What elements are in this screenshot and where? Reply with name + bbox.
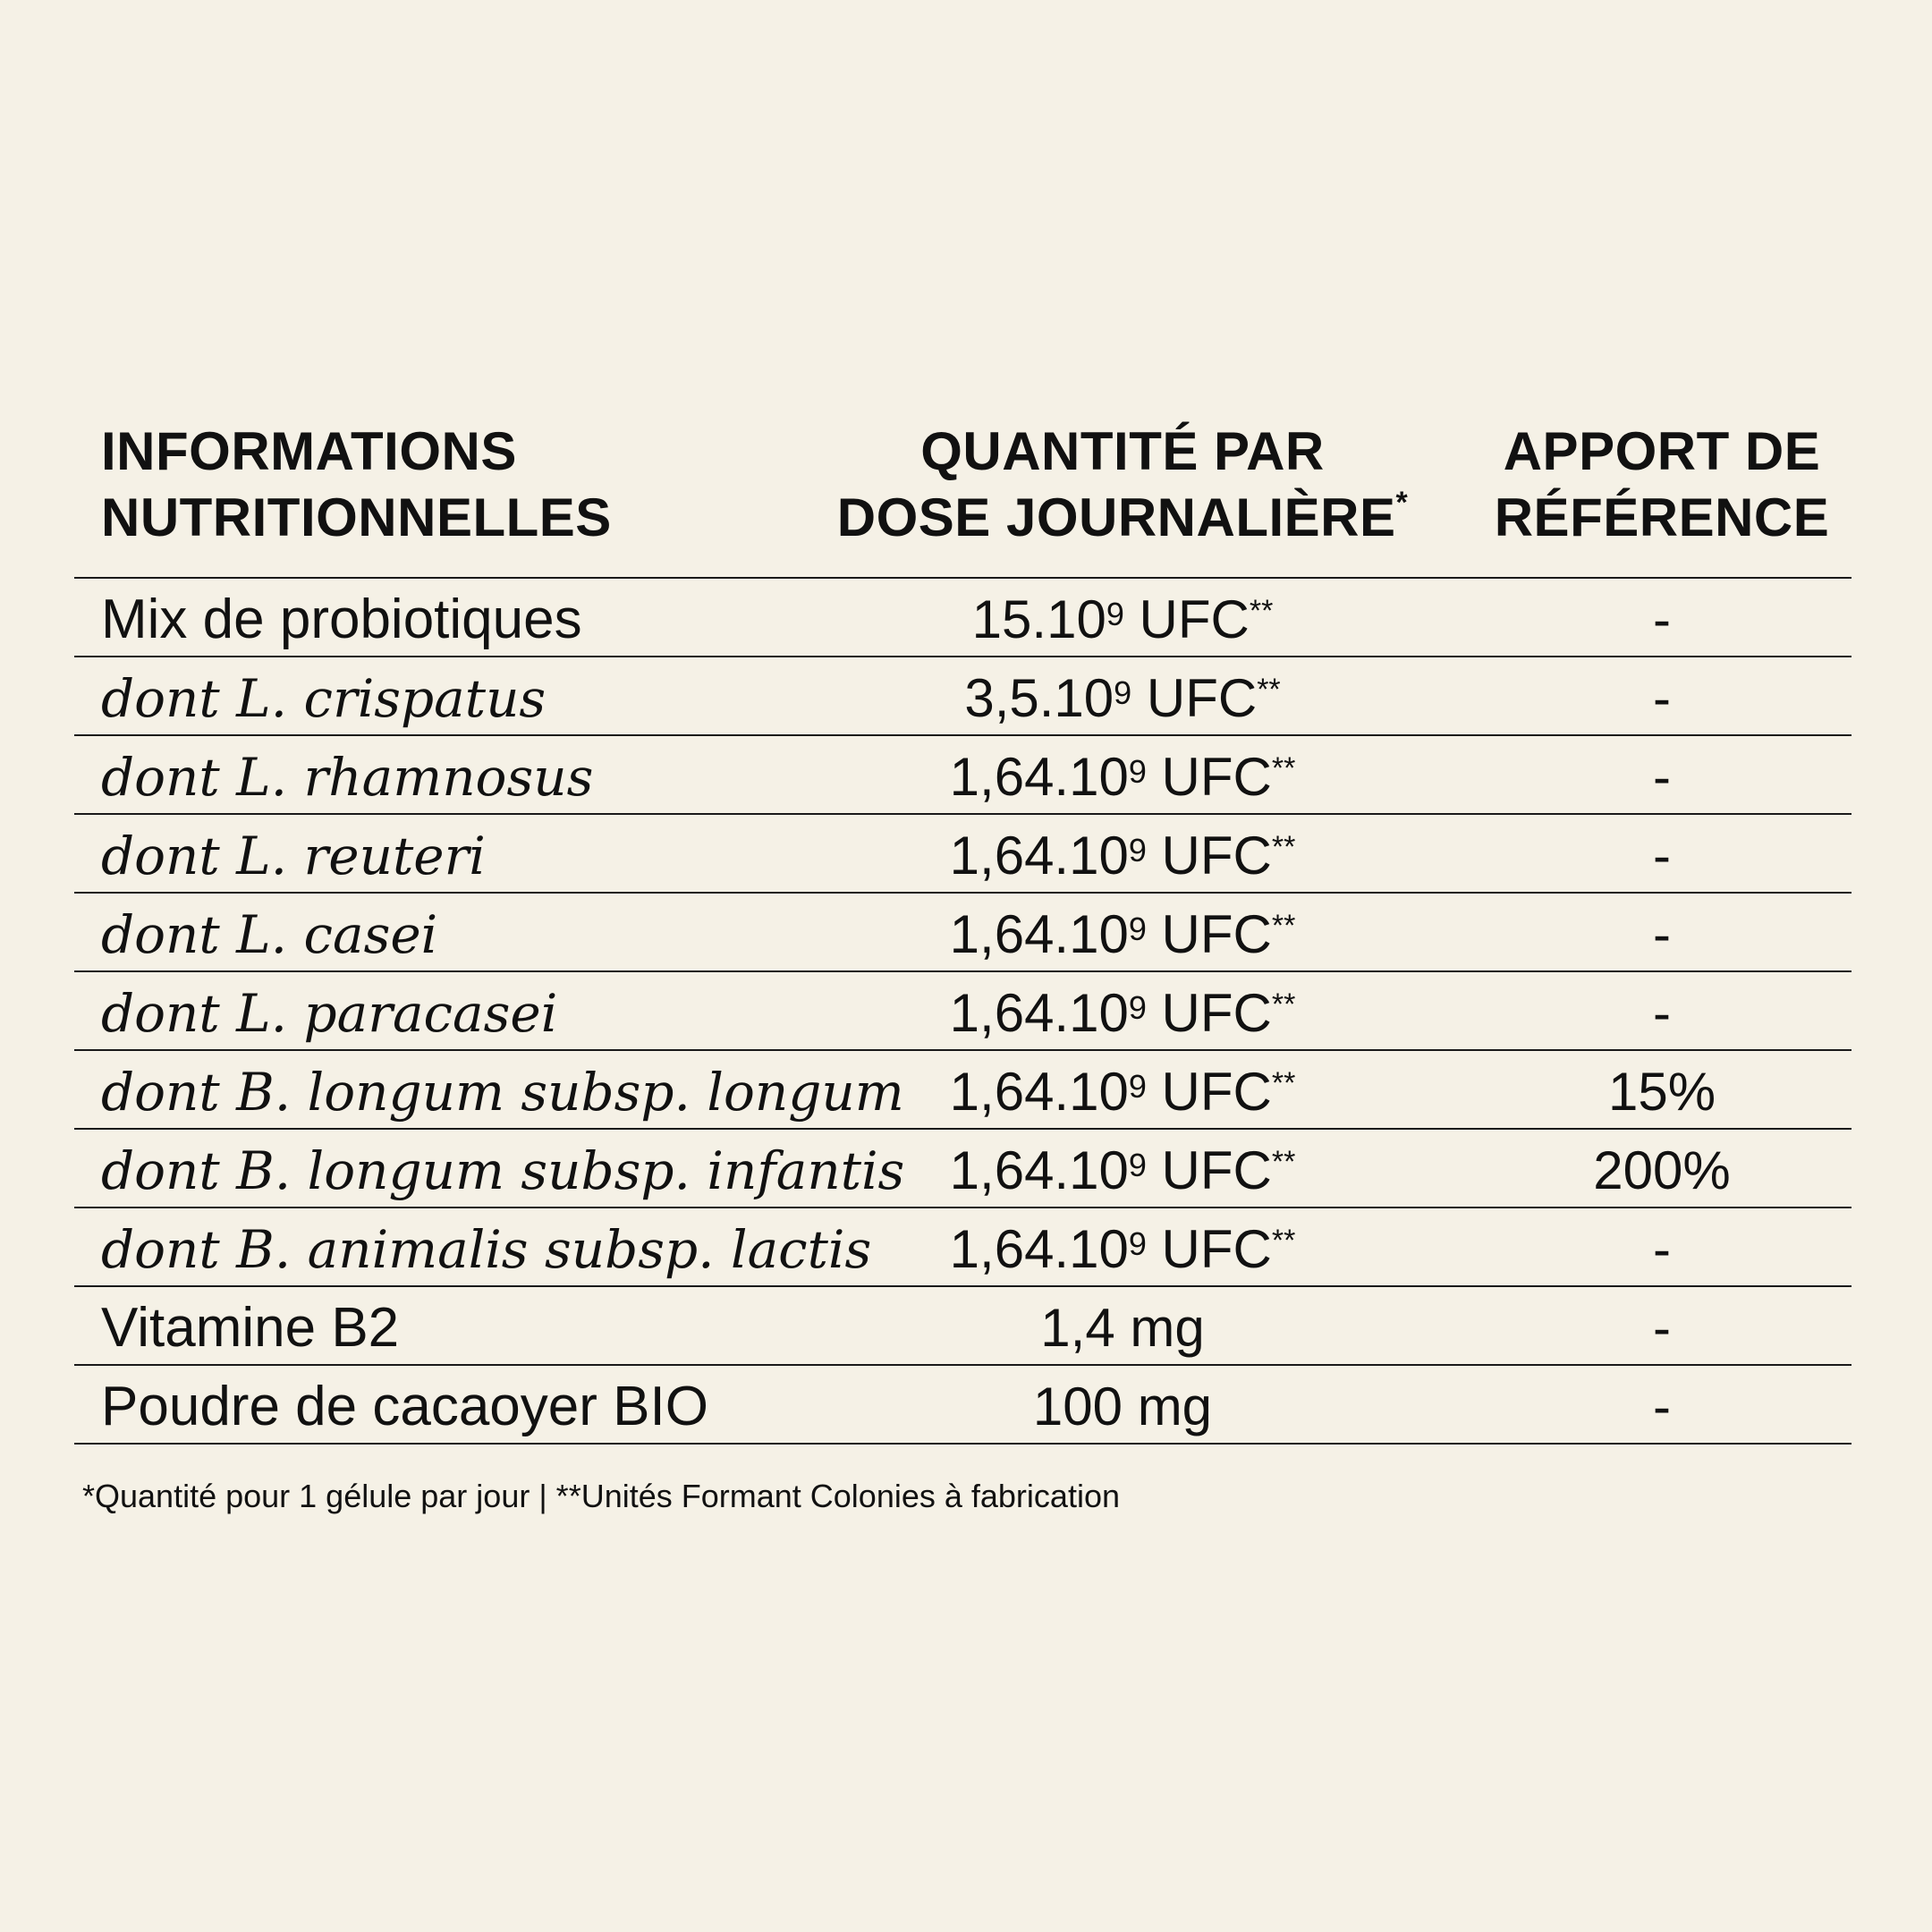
quantity-unit: UFC	[1146, 983, 1272, 1043]
row-name: dont L. casei	[101, 904, 438, 965]
quantity-unit: UFC	[1146, 1062, 1272, 1122]
row-reference: -	[1653, 747, 1671, 807]
quantity-unit: UFC	[1131, 668, 1258, 728]
quantity-footnote-mark: **	[1271, 1224, 1296, 1258]
quantity-exponent: 9	[1128, 1068, 1147, 1105]
table-header	[74, 411, 1852, 579]
quantity-unit: UFC	[1146, 826, 1272, 886]
quantity-base: 100 mg	[1032, 1377, 1213, 1436]
quantity-unit: UFC	[1146, 904, 1272, 964]
quantity-unit: UFC	[1146, 1219, 1272, 1279]
row-name: Poudre de cacaoyer BIO	[101, 1376, 708, 1437]
row-quantity	[783, 657, 1462, 734]
row-name: dont L. reuteri	[101, 826, 486, 886]
row-quantity	[783, 1287, 1462, 1364]
row-reference: -	[1653, 1298, 1671, 1358]
row-quantity	[783, 736, 1462, 813]
header-col2-asterisk: *	[1395, 486, 1409, 520]
quantity-exponent: 9	[1128, 911, 1147, 947]
header-col1-line1: INFORMATIONS	[101, 421, 517, 481]
quantity-base: 1,64.10	[949, 1062, 1129, 1122]
table-body	[74, 579, 1852, 1445]
row-name: dont L. paracasei	[101, 983, 558, 1044]
row-reference: -	[1653, 1377, 1671, 1436]
header-col3-line1: APPORT DE	[1503, 421, 1821, 481]
quantity-base: 3,5.10	[964, 668, 1114, 728]
row-reference: -	[1653, 983, 1671, 1043]
quantity-footnote-mark: **	[1271, 987, 1296, 1021]
row-reference: -	[1653, 904, 1671, 964]
quantity-exponent: 9	[1128, 832, 1147, 869]
table-row	[74, 1287, 1852, 1366]
header-informations	[101, 419, 612, 551]
quantity-unit: UFC	[1146, 747, 1272, 807]
table-row	[74, 1130, 1852, 1208]
row-name: Mix de probiotiques	[101, 589, 582, 650]
row-reference: -	[1653, 589, 1671, 649]
quantity-footnote-mark: **	[1271, 751, 1296, 785]
row-quantity	[783, 1366, 1462, 1443]
row-name: dont L. crispatus	[101, 668, 547, 729]
quantity-exponent: 9	[1128, 1147, 1147, 1183]
header-col2-line2: DOSE JOURNALIÈRE	[836, 487, 1396, 547]
quantity-base: 1,64.10	[949, 983, 1129, 1043]
row-reference: -	[1653, 826, 1671, 886]
row-name: dont B. longum subsp. longum	[101, 1062, 904, 1123]
quantity-base: 1,64.10	[949, 1140, 1129, 1200]
quantity-footnote-mark: **	[1249, 594, 1274, 628]
table-row	[74, 894, 1852, 972]
row-name: dont B. animalis subsp. lactis	[101, 1219, 872, 1280]
row-quantity	[783, 815, 1462, 892]
table-row	[74, 736, 1852, 815]
quantity-footnote-mark: **	[1271, 830, 1296, 864]
quantity-base: 1,4 mg	[1040, 1298, 1205, 1358]
row-name: Vitamine B2	[101, 1297, 400, 1359]
table-row	[74, 1051, 1852, 1130]
row-quantity	[783, 1051, 1462, 1128]
row-quantity	[783, 579, 1462, 656]
row-name: dont L. rhamnosus	[101, 747, 594, 808]
row-quantity	[783, 1208, 1462, 1285]
header-apport	[1474, 419, 1850, 551]
quantity-footnote-mark: **	[1271, 1066, 1296, 1100]
quantity-base: 1,64.10	[949, 1219, 1129, 1279]
header-col3-line2: RÉFÉRENCE	[1494, 487, 1830, 547]
quantity-base: 1,64.10	[949, 826, 1129, 886]
row-reference: -	[1653, 1219, 1671, 1279]
quantity-exponent: 9	[1128, 1225, 1147, 1262]
header-col2-line2-wrap	[783, 485, 1462, 551]
quantity-footnote-mark: **	[1271, 909, 1296, 943]
quantity-exponent: 9	[1128, 989, 1147, 1026]
table-row	[74, 972, 1852, 1051]
footnote: *Quantité pour 1 gélule par jour | **Unités Formant Colonies à fabrication	[82, 1478, 1120, 1514]
row-name: dont B. longum subsp. infantis	[101, 1140, 905, 1201]
row-reference: 200%	[1593, 1140, 1731, 1200]
row-quantity	[783, 894, 1462, 970]
quantity-footnote-mark: **	[1271, 1145, 1296, 1179]
row-reference: -	[1653, 668, 1671, 728]
quantity-unit: UFC	[1146, 1140, 1272, 1200]
row-quantity	[783, 1130, 1462, 1207]
quantity-base: 1,64.10	[949, 747, 1129, 807]
quantity-base: 15.10	[971, 589, 1106, 649]
row-quantity	[783, 972, 1462, 1049]
quantity-unit: UFC	[1123, 589, 1250, 649]
table-row	[74, 1208, 1852, 1287]
row-reference: 15%	[1607, 1062, 1716, 1122]
quantity-exponent: 9	[1114, 674, 1132, 711]
header-quantite	[783, 419, 1462, 551]
quantity-exponent: 9	[1106, 596, 1124, 632]
table-row	[74, 1366, 1852, 1445]
quantity-base: 1,64.10	[949, 904, 1129, 964]
quantity-footnote-mark: **	[1257, 673, 1281, 707]
header-col1-line2: NUTRITIONNELLES	[101, 487, 612, 547]
table-row	[74, 579, 1852, 657]
header-col2-line1: QUANTITÉ PAR	[920, 421, 1325, 481]
nutrition-table	[74, 411, 1852, 1445]
quantity-exponent: 9	[1128, 753, 1147, 790]
table-row	[74, 657, 1852, 736]
table-row	[74, 815, 1852, 894]
